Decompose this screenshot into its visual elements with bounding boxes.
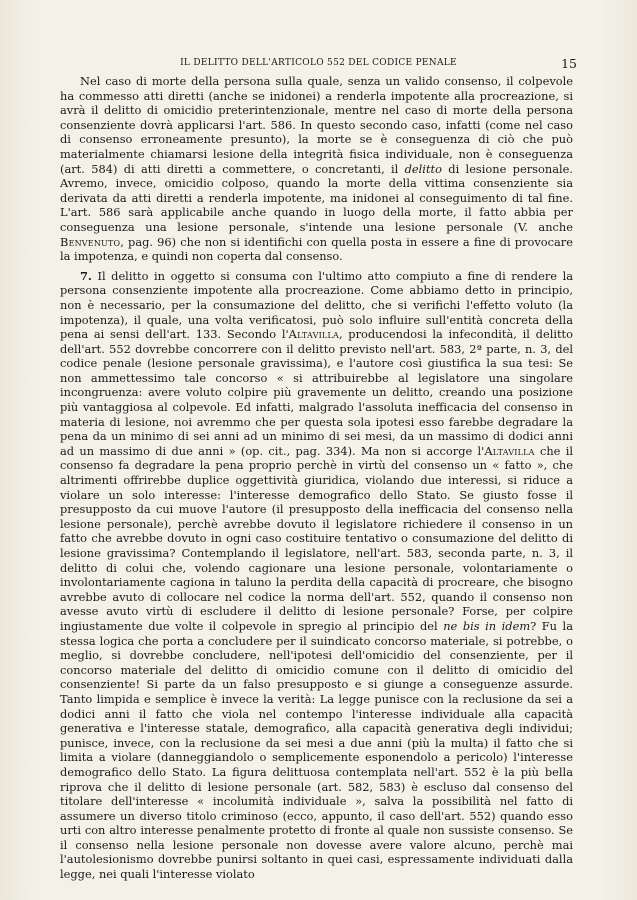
page-number: 15 (561, 56, 577, 71)
text-run: Nel caso di morte della persona sulla quale, senza un valido consenso, il colpevole ha commesso atti diretti (anche se inidonei) a renderla impotente alla procreazione, si avrà il delitto di omicidio preterintenzionale, mentre nel caso di morte della persona consenziente dovrà applicarsi l'art. 586. In questo secondo caso, infatti (come nel caso di consenso erroneamente presunto), la morte se è conseguenza di ciò che può materialmente chiamarsi lesione della integrità fisica individuale, non è conseguenza (art. 584) di atti diretti a commettere, o concretanti, il (60, 74, 573, 176)
paragraph-1 (60, 74, 573, 264)
text-run: ? Fu la stessa logica che porta a concludere per il suindicato concorso materiale, si potrebbe, o meglio, si dovrebbe concludere, nell'ipotesi dell'omicidio del consenziente, per il concorso materiale del delitto di omicidio comune con il delitto di omicidio del consenziente! Si parte da un falso presupposto e si giunge a conseguenze assurde. Tanto limpida e semplice è invece la verità: La legge punisce con la reclusione da sei a dodici anni il fatto che viola nel contempo l'interesse individuale alla capacità generativa e l'interesse statale, demografico, alla capacità generativa degli individui; punisce, invece, con la reclusione da sei mesi a due anni (più la multa) il fatto che si limita a violare (danneggiandolo o semplicemente esponendolo a pericolo) l'interesse demografico dello Stato. La figura delittuosa contemplata nell'art. 552 è la più bella riprova che il delitto di lesione personale (art. 582, 583) è escluso dal consenso del titolare dell'interesse « incolumità individuale », salva la possibilità nel fatto di assumere un diverso titolo criminoso (ecco, appunto, il caso dell'art. 552) quando esso urti con altro interesse penalmente protetto di fronte al quale non sussiste consenso. Se il consenso nella lesione personale non dovesse avere valore alcuno, perchè mai l'autolesionismo dovrebbe punirsi soltanto in quei casi, espressamente individuati dalla legge, nei quali l'interesse violato (60, 618, 573, 882)
page-header (60, 58, 577, 74)
body-text (60, 74, 573, 882)
text-run: di lesione personale. Avremo, invece, omicidio colposo, quando la morte della vittima consenziente sia derivata da atti diretti a renderla impotente, ma inidonei al conseguimento di tal fine. L'art. 586 sarà applicabile anche quando in luogo della morte, il fatto abbia per conseguenza una lesione personale, s'intende una lesione personale (V. anche (60, 161, 573, 234)
text-run: Il delitto in oggetto si consuma con l'ultimo atto compiuto a fine di rendere la persona consenziente impotente alla procreazione. Come abbiamo detto in principio, non è necessario, per la consumazione del delitto, che si verifichi l'effetto voluto (la impotenza), il quale, una volta verificatosi, può solo influire sull'entità concreta della pena ai sensi dell'art. 133. Secondo l' (60, 268, 573, 342)
running-head: IL DELITTO DELL'ARTICOLO 552 DEL CODICE PENALE (180, 58, 457, 68)
author-name: Benvenuto (60, 234, 121, 249)
text-run: che il consenso fa degradare la pena proprio perchè in virtù del consenso un « fatto », che altrimenti offrirebbe duplice oggettività giuridica, violando due interessi, si riduce a violare un solo interesse: l'interesse demografico dello Stato. Se giusto fosse il presupposto da cui muove l'autore (il presupposto della inefficacia del consenso nella lesione personale), perchè avrebbe dovuto il legislatore richiedere il consenso in un fatto che avrebbe dovuto in ogni caso costituire tentativo o consumazione del delitto di lesione gravissima? Contemplando il legislatore, nell'art. 583, seconda parte, n. 3, il delitto di colui che, volendo cagionare una lesione personale, volontariamente o involontariamente cagiona in taluno la perdita della capacità di procreare, che bisogno avrebbe avuto di collocare nel codice la norma dell'art. 552, quando il consenso non avesse avuto virtù di escludere il delitto di lesione personale? Forse, per colpire ingiustamente due volte il colpevole in spregio al principio del (60, 443, 573, 633)
author-name: Altavilla (484, 443, 535, 458)
text-run: , producendosi la infecondità, il delitto dell'art. 552 dovrebbe concorrere con il delitto previsto nell'art. 583, 2ª parte, n. 3, del codice penale (lesione personale gravissima), e l'autore così giustifica la sua tesi: Se non ammettessimo tale concorso « si attribuirebbe al legislatore una singolare incongruenza: avere voluto colpire più gravemente un delitto, creando una posizione più vantaggiosa al colpevole. Ed infatti, malgrado l'assoluta inefficacia del consenso in materia di lesione, noi avremmo che per questa sola ipotesi esso farebbe degradare la pena da un minimo di sei anni ad un minimo di sei mesi, da un massimo di dodici anni ad un massimo di due anni » (op. cit., pag. 334). Ma non si accorge l' (60, 327, 573, 458)
author-name: Altavilla (288, 327, 339, 342)
text-run: , pag. 96) che non si identifichi con quella posta in essere a fine di provocare la impotenza, e quindi non coperta dal consenso. (60, 234, 573, 264)
text-run-italic: ne bis in idem (443, 618, 531, 633)
section-number: 7. (80, 268, 92, 283)
text-run-italic: delitto (404, 161, 442, 176)
paragraph-2 (60, 269, 573, 882)
